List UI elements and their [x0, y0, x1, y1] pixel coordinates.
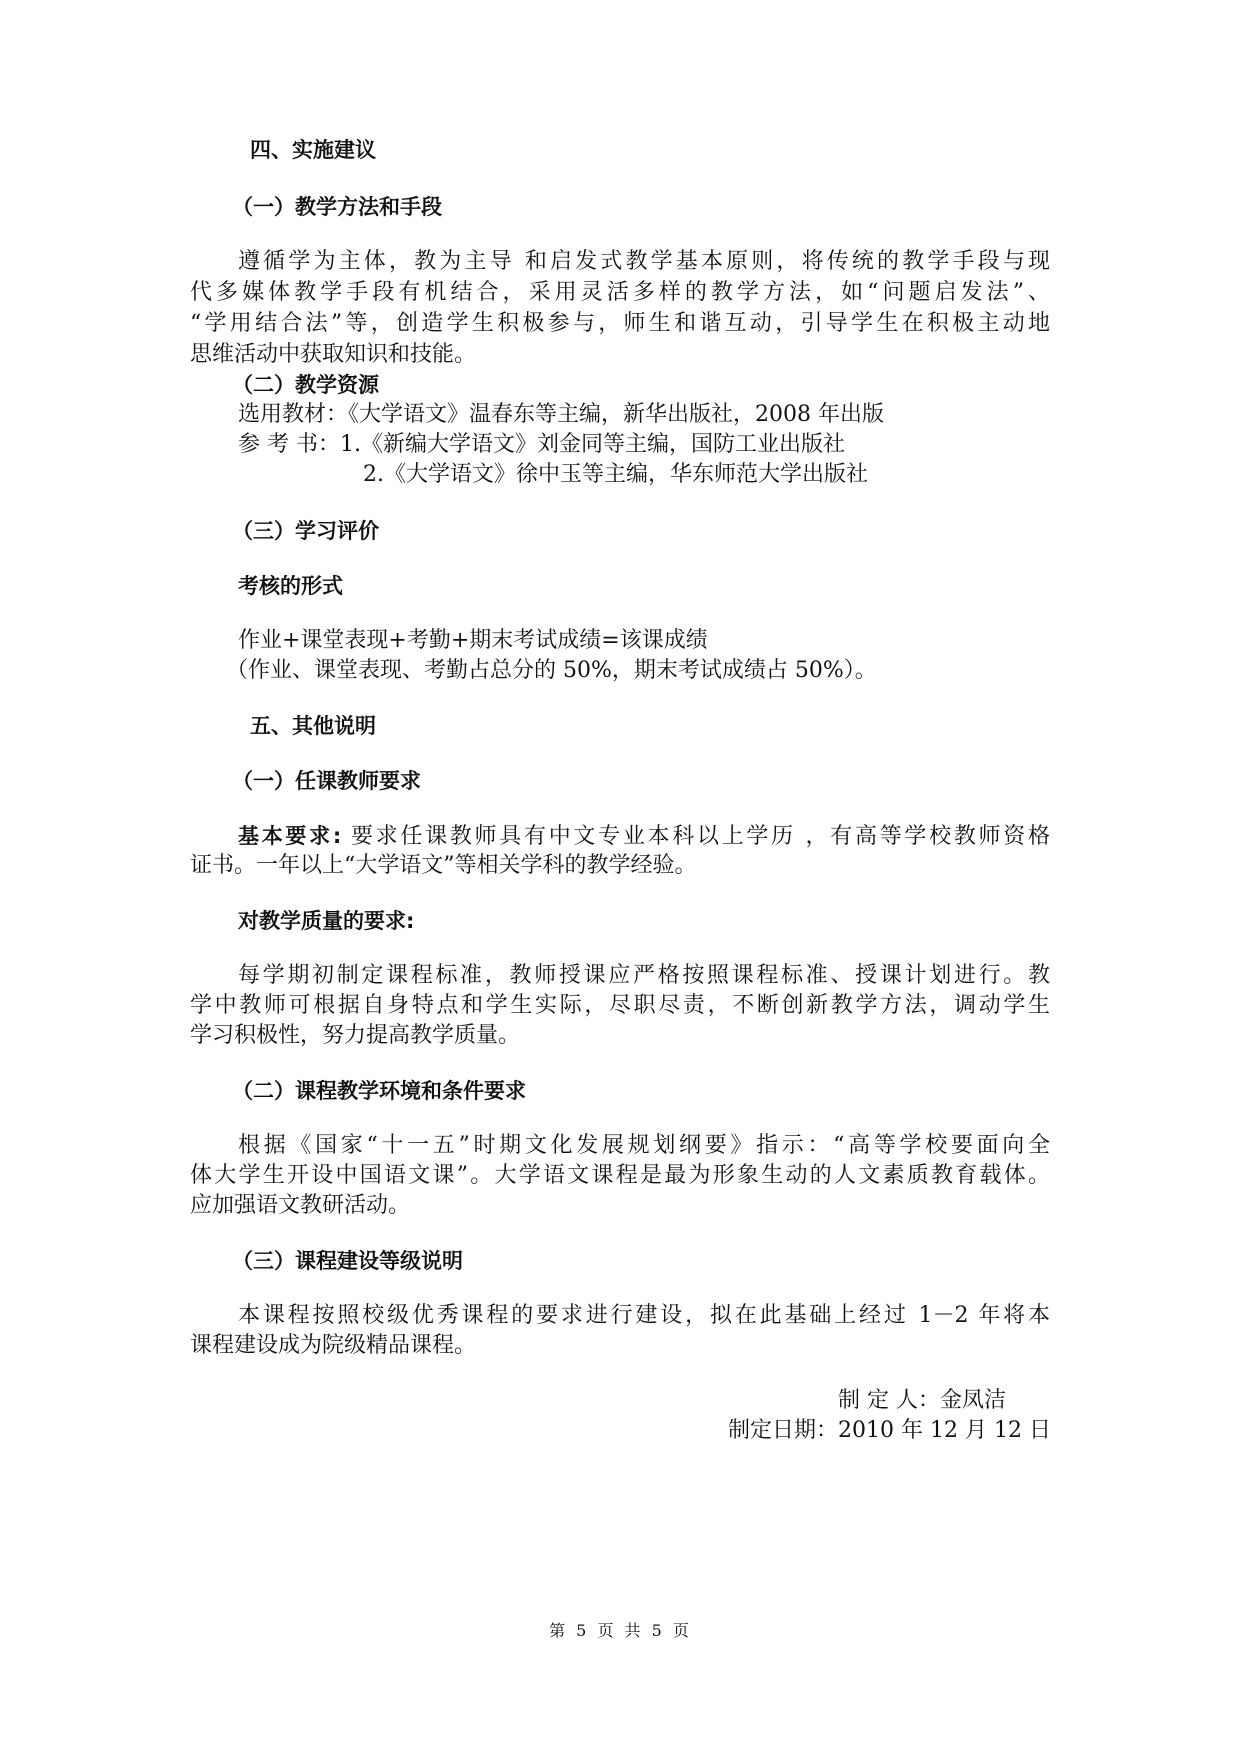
textbook-line: 选用教材：《大学语文》温春东等主编，新华出版社，2008 年出版: [238, 402, 884, 427]
assessment-form-title: 考核的形式: [238, 574, 343, 598]
paragraph-line: 代多媒体教学手段有机结合，采用灵活多样的教学方法，如“问题启发法”、: [190, 280, 1050, 305]
basic-requirements-label: 基本要求:: [238, 824, 342, 848]
section-heading-4: 四、实施建议: [250, 138, 376, 162]
paragraph-line: 根据《国家“十一五”时期文化发展规划纲要》指示：“高等学校要面向全: [238, 1133, 1050, 1158]
paragraph-line: 学中教师可根据自身特点和学生实际，尽职尽责，不断创新教学方法，调动学生: [190, 993, 1050, 1018]
paragraph-line: 课程建设成为院级精品课程。: [190, 1333, 477, 1358]
subheading-learning-assessment: （三）学习评价: [232, 519, 379, 543]
author-line: 制 定 人：金凤洁: [838, 1388, 1006, 1413]
subheading-teaching-resources: （二）教学资源: [232, 373, 379, 397]
reference-line: 参 考 书：1.《新编大学语文》刘金同等主编，国防工业出版社: [238, 432, 845, 457]
paragraph-line: 体大学生开设中国语文课”。大学语文课程是最为形象生动的人文素质教育载体。: [190, 1163, 1050, 1188]
paragraph-line: 应加强语文教研活动。: [190, 1193, 411, 1218]
paragraph-line: 思维活动中获取知识和技能。: [190, 342, 477, 367]
paragraph-line: 遵循学为主体，教为主导 和启发式教学基本原则，将传统的教学手段与现: [238, 249, 1050, 274]
assessment-line: 作业+课堂表现+考勤+期末考试成绩=该课成绩: [238, 628, 708, 653]
subheading-environment-requirements: （二）课程教学环境和条件要求: [232, 1079, 526, 1103]
paragraph-line: 证书。一年以上“大学语文”等相关学科的教学经验。: [190, 853, 697, 878]
paragraph-line: “学用结合法”等，创造学生积极参与，师生和谐互动，引导学生在积极主动地: [190, 311, 1050, 336]
assessment-line: （作业、课堂表现、考勤占总分的 50%，期末考试成绩占 50%）。: [226, 658, 877, 683]
reference-line: 2.《大学语文》徐中玉等主编，华东师范大学出版社: [363, 462, 868, 487]
section-heading-5: 五、其他说明: [250, 714, 376, 738]
basic-requirements-text: 要求任课教师具有中文专业本科以上学历 ，有高等学校教师资格: [341, 824, 1050, 849]
page-footer: 第 5 页 共 5 页: [549, 1621, 692, 1640]
paragraph-line: 每学期初制定课程标准，教师授课应严格按照课程标准、授课计划进行。教: [238, 963, 1050, 988]
paragraph-line: 本课程按照校级优秀课程的要求进行建设，拟在此基础上经过 1－2 年将本: [238, 1303, 1050, 1328]
paragraph-line: 学习积极性，努力提高教学质量。: [190, 1023, 521, 1048]
basic-requirements-line: [238, 822, 1050, 851]
quality-requirements-title: 对教学质量的要求:: [238, 909, 415, 933]
date-line: 制定日期：2010 年 12 月 12 日: [728, 1418, 1051, 1443]
subheading-course-grade: （三）课程建设等级说明: [232, 1249, 463, 1273]
subheading-teaching-methods: （一）教学方法和手段: [232, 195, 442, 219]
subheading-teacher-requirements: （一）任课教师要求: [232, 769, 421, 793]
